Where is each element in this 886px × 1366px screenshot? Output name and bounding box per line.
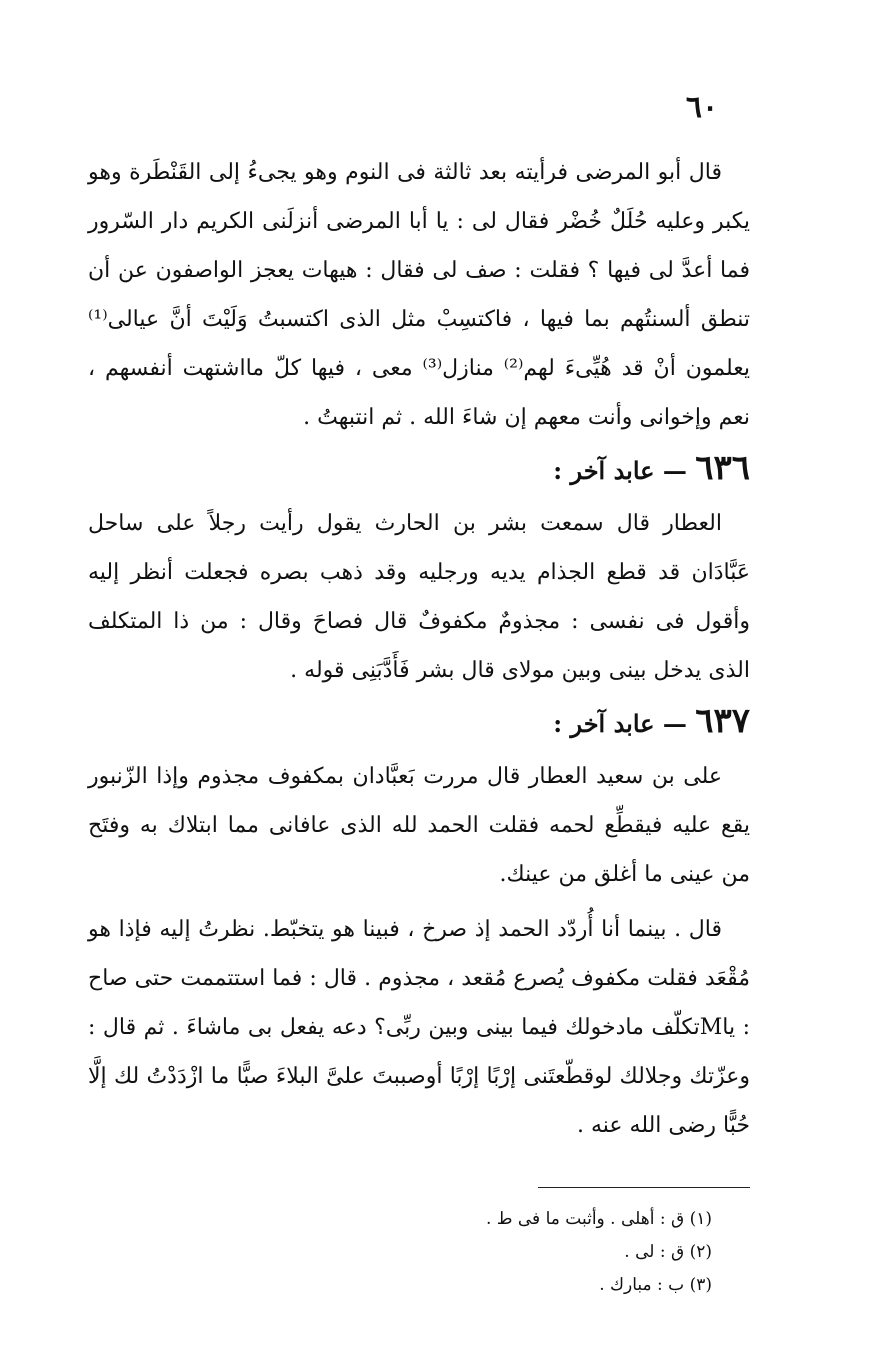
section-title: — عابد آخر : xyxy=(553,709,687,738)
section-number: ٦٣٧ xyxy=(695,701,750,741)
section-number: ٦٣٦ xyxy=(695,448,750,488)
page-number: ٦٠ xyxy=(685,90,719,125)
main-text xyxy=(88,148,750,1150)
section-heading-636 xyxy=(88,446,750,493)
footnote-divider xyxy=(538,1187,750,1188)
section-title: — عابد آخر : xyxy=(553,456,687,485)
footnote-3: (٣) ب : مبارك . xyxy=(599,1275,712,1295)
paragraph-continuation: قال . بينما أنا أُردّد الحمد إذ صرخ ، فبينا هو يتخبّط. نظرتُ إليه فإذا هو مُقْعَد فقلت مكفوف يُصرع مُقعد ، مجذوم . قال : فما استتممت حتى صاح : ياMتكلّف مادخولك فيما بينى وبين ربِّى؟ دعه يفعل بى ماشاءَ . ثم قال : وعزّتك وجلالك لوقطّعتَنى إرْبًا إرْبًا أوصببتَ علىَّ البلاءَ صبًّا ما ازْدَدْتُ لك إلَّا حُبًّا رضى الله عنه . xyxy=(88,917,750,1138)
section-heading-637 xyxy=(88,699,750,746)
footnote-1: (١) ق : أهلى . وأثبت ما فى ط . xyxy=(485,1209,712,1229)
paragraph-ali-ibn-said: على بن سعيد العطار قال مررت بَعبَّادان بمكفوف مجذوم وإذا الزّنبور يقع عليه فيقطِّع لحمه فقلت الحمد لله الذى عافانى مما ابتلاك به وفتَح من عينى ما أغلق من عينك. xyxy=(88,764,750,887)
footnotes xyxy=(300,1203,712,1302)
paragraph-bishr: العطار قال سمعت بشر بن الحارث يقول رأيت رجلاً على ساحل عَبَّادَان قد قطع الجذام يديه ورجليه وقد ذهب بصره فجعلت أنظر إليه وأقول فى نفسى : مجذومٌ مكفوفٌ قال فصاحَ وقال : من ذا المتكلف الذى يدخل بينى وبين مولاى قال بشر فَأَدَّبَنِى قوله . xyxy=(88,511,750,683)
footnote-2: (٢) ق : لى . xyxy=(624,1242,712,1262)
paragraph-abu-al-murda: قال أبو المرضى فرأيته بعد ثالثة فى النوم وهو يجىءُ إلى القَنْطَرة وهو يكبر وعليه حُلَلٌ خُضْر فقال لى : يا أبا المرضى أنزلَنى الكريم دار السّرور فما أعدَّ لى فيها ؟ فقلت : صف لى فقال : هيهات يعجز الواصفون عن أن تنطق ألسنتُهم بما فيها ، فاكتسِبْ مثل الذى اكتسبتُ وَلَيْتَ أنَّ عيالى⁽¹⁾ يعلمون أنْ قد هُيِّىءَ لهم⁽²⁾ منازل⁽³⁾ معى ، فيها كلّ مااشتهت أنفسهم ، نعم وإخوانى وأنت معهم إن شاءَ الله . ثم انتبهتُ . xyxy=(88,160,750,430)
